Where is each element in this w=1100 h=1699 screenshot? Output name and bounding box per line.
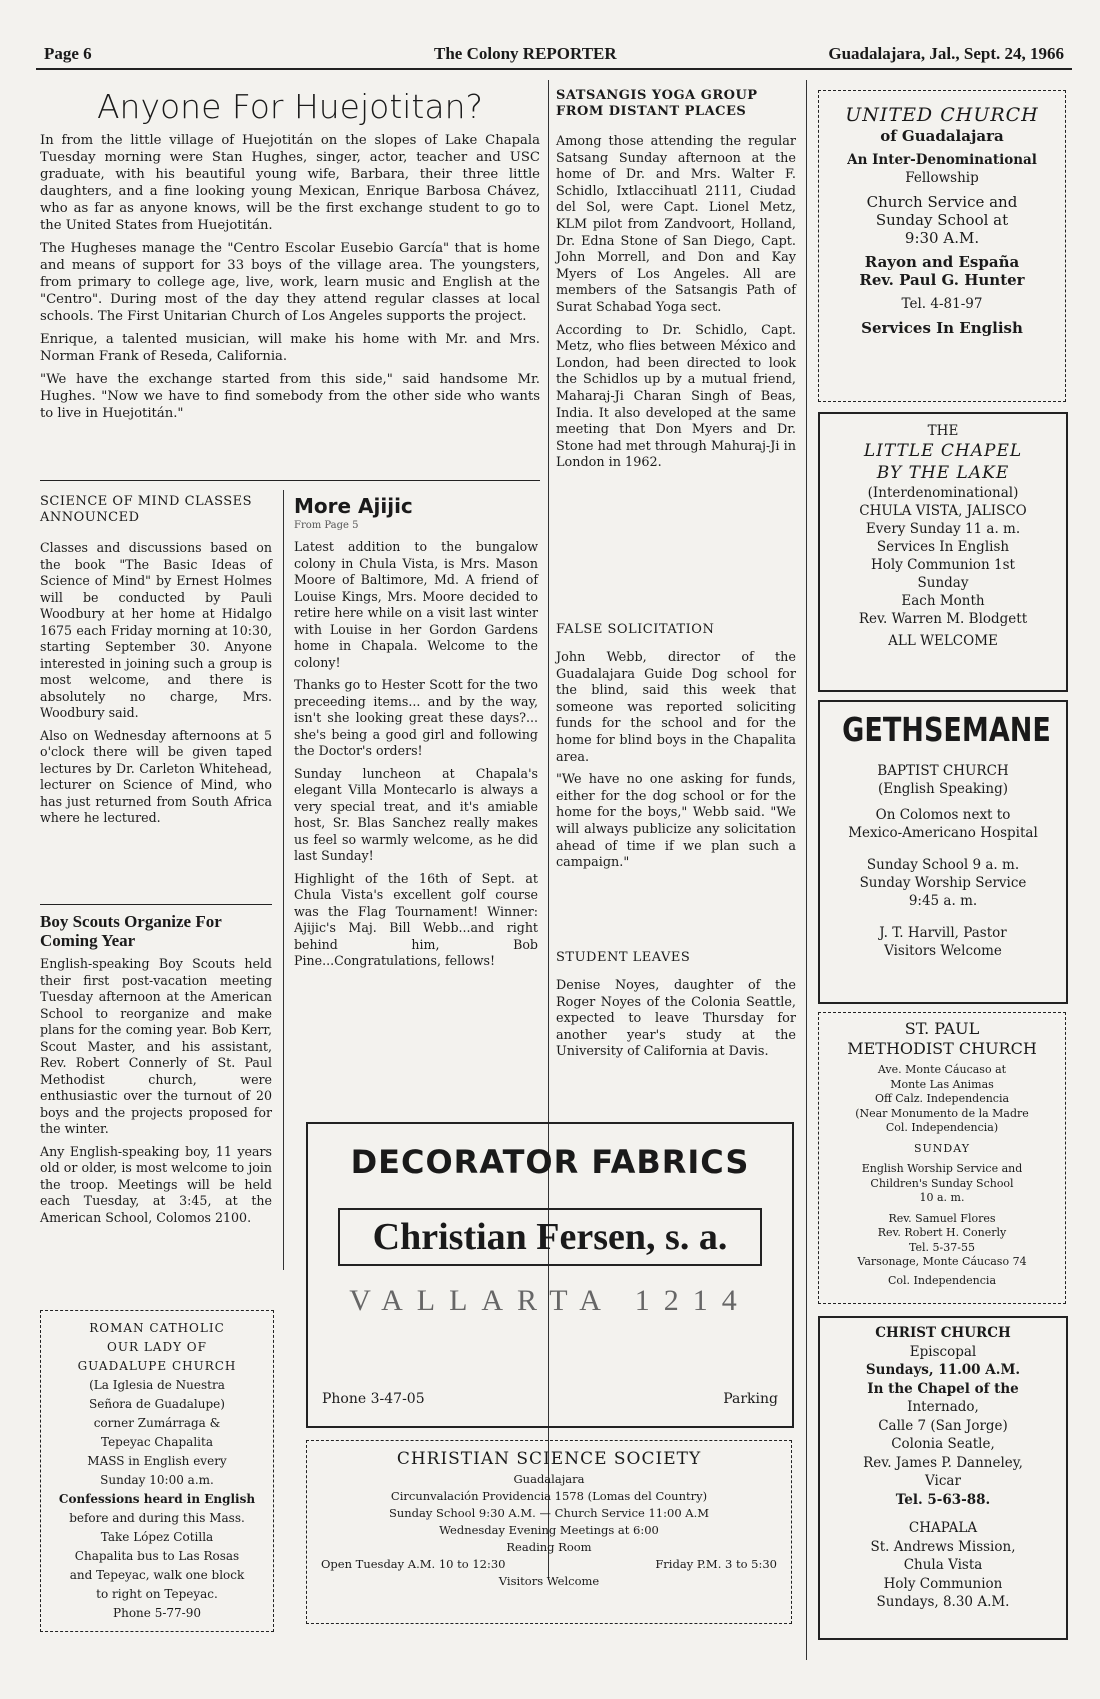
divider: [40, 480, 540, 481]
g-line: 9:45 a. m.: [908, 893, 978, 909]
roman-catholic-ad: [40, 1310, 274, 1632]
rc-line: Sunday 10:00 a.m.: [100, 1473, 214, 1487]
paragraph: "We have no one asking for funds, either for the dog school or for the home for the boys," Webb said. "We will always publicize any solicitation ahead of time if we plan such a campaign.": [556, 772, 796, 871]
paragraph: Thanks go to Hester Scott for the two preceeding items... and by the way, isn't she looking great these days?... she's being a good girl and following the Doctor's orders!: [294, 677, 538, 758]
g-line: Sunday School 9 a. m.: [866, 857, 1020, 873]
uc-line: Sunday School at: [875, 211, 1009, 229]
cc-line: Internado,: [907, 1399, 979, 1415]
rc-line: Chapalita bus to Las Rosas: [74, 1549, 240, 1563]
ad-address: VALLARTA 1214: [349, 1284, 751, 1317]
ad-phone: Phone 3-47-05: [322, 1391, 425, 1407]
rc-line: Confessions heard in English: [58, 1492, 256, 1506]
united-church-ad: [818, 90, 1066, 402]
lc-line: BY THE LAKE: [876, 463, 1010, 483]
paragraph: According to Dr. Schidlo, Capt. Metz, who flies between México and London, had been directed to look the Schidlos up by a mutual friend, Maharaj-Ji Charan Singh of Beas, India. It also developed at the same meeting that Don Myers and Dr. Stone had met through Mahuraj-Ji in London in 1962.: [556, 322, 796, 471]
headline-boy-scouts: Boy Scouts Organize For Coming Year: [40, 912, 222, 950]
paragraph: Sunday luncheon at Chapala's elegant Villa Montecarlo is always a very special treat, and it's amiable host, Sr. Blas Sanchez really makes us feel so warmly welcome, as he did last Sunday!: [294, 765, 538, 863]
paragraph: Any English-speaking boy, 11 years old or older, is most welcome to join the troop. Meetings will be held each Tuesday, at 3:45, at the American School, Colomos 2100.: [40, 1143, 272, 1225]
cc-line: CHAPALA: [908, 1520, 978, 1536]
sp-line: Monte Las Animas: [890, 1077, 994, 1091]
article-false-solicitation: [556, 622, 796, 878]
headline-student-leaves: STUDENT LEAVES: [556, 950, 691, 965]
rc-line: Take López Cotilla: [100, 1530, 214, 1544]
uc-line: Services In English: [861, 319, 1023, 337]
headline-more-ajijic: More Ajijic: [294, 494, 413, 518]
rc-line: GUADALUPE CHURCH: [77, 1359, 237, 1373]
paragraph: Among those attending the regular Satsang Sunday afternoon at the home of Dr. and Mrs. Walter F. Schidlo, Ixtlaccihuatl 2111, Ciudad del Sol, were Capt. Lionel Metz, KLM pilot from Zandvoort, Holland, Dr. Edna Stone of San Diego, Capt. John Morrell, and Don and Kay Myers of Los Angeles. All are members of the Satsangis Path of Surat Schabad Yoga sect.: [556, 134, 796, 315]
cc-line: St. Andrews Mission,: [870, 1538, 1016, 1555]
headline-false-solicitation: FALSE SOLICITATION: [556, 622, 715, 637]
cc-line: Holy Communion: [883, 1575, 1003, 1592]
g-line: Sunday Worship Service: [859, 875, 1027, 891]
lc-line: Every Sunday 11 a. m.: [865, 521, 1021, 537]
cs-line: Guadalajara: [513, 1472, 585, 1486]
rc-line: to right on Tepeyac.: [96, 1587, 218, 1601]
cs-hours: [307, 1556, 791, 1573]
sp-line: Off Calz. Independencia: [874, 1092, 1010, 1105]
rc-line: ROMAN CATHOLIC: [89, 1321, 225, 1335]
sp-line: Col. Independencia): [885, 1121, 999, 1134]
uc-line: Rayon and España: [864, 253, 1020, 271]
paragraph: "We have the exchange started from this side," said handsome Mr. Hughes. "Now we have to find somebody from the other side who wants to live in Huejotitán.": [40, 372, 540, 421]
ad-company: Christian Fersen, s. a.: [372, 1216, 728, 1258]
lc-line: CHULA VISTA, JALISCO: [859, 503, 1027, 519]
article-satsangis: [556, 88, 796, 478]
lc-line: LITTLE CHAPEL: [863, 441, 1023, 461]
cs-line: Reading Room: [506, 1540, 592, 1554]
sp-line: Rev. Samuel Flores: [888, 1211, 996, 1225]
cs-title: CHRISTIAN SCIENCE SOCIETY: [396, 1449, 702, 1469]
column-rule: [283, 490, 284, 1270]
lc-line: Rev. Warren M. Blodgett: [858, 611, 1028, 627]
paragraph: The Hugheses manage the "Centro Escolar Eusebio García" that is home and means of support for 33 boys of the village area. The youngsters, from primary to college age, live, work, learn music and English at the "Centro". During most of the day they attend regular classes at local schools. The First Unitarian Church of Los Angeles supports the project.: [40, 241, 540, 324]
article-student-leaves: [556, 950, 796, 1067]
decorator-fabrics-ad: [306, 1122, 794, 1428]
g-line: J. T. Harvill, Pastor: [879, 925, 1007, 941]
uc-line: 9:30 A.M.: [904, 229, 980, 247]
cc-line: Tel. 5-63-88.: [895, 1491, 991, 1508]
g-line: (English Speaking): [877, 781, 1009, 797]
headline-huejotitan: Anyone For Huejotitan?: [96, 87, 484, 126]
dateline: Guadalajara, Jal., Sept. 24, 1966: [828, 44, 1064, 63]
paragraph: John Webb, director of the Guadalajara Guide Dog school for the blind, said this week that someone was reported soliciting funds for the school and for the home for blind boys in the Chapalita area.: [556, 650, 796, 765]
cc-line: Vicar: [925, 1473, 961, 1489]
paragraph: In from the little village of Huejotitán on the slopes of Lake Chapala Tuesday morning were Stan Hughes, singer, actor, teacher and USC graduate, with his beautiful young wife, Barbara, their three little daughters, and a fine looking young Mexican, Enrique Barbosa Chávez, who as far as anyone knows, will be the first exchange student to go to the United States from Huejotitán.: [40, 133, 540, 233]
little-chapel-ad: [818, 412, 1068, 692]
paragraph: Also on Wednesday afternoons at 5 o'clock there will be given taped lectures by Dr. Carleton Whitehead, lecturer on Science of Mind, who has just returned from South Africa where he lectured.: [40, 727, 272, 825]
g-line: Visitors Welcome: [884, 943, 1002, 959]
uc-line: Church Service and: [866, 193, 1018, 211]
rc-line: (La Iglesia de Nuestra: [89, 1378, 225, 1392]
rc-line: MASS in English every: [87, 1454, 227, 1468]
christian-science-ad: [306, 1440, 792, 1624]
sp-line: METHODIST CHURCH: [847, 1039, 1037, 1058]
sp-line: English Worship Service and: [861, 1162, 1023, 1175]
cc-line: Sundays, 8.30 A.M.: [876, 1594, 1010, 1610]
rc-line: and Tepeyac, walk one block: [69, 1568, 245, 1582]
page-number: Page 6: [44, 44, 92, 63]
lc-line: ALL WELCOME: [888, 633, 998, 649]
sp-line: ST. PAUL: [904, 1019, 980, 1038]
paragraph: Denise Noyes, daughter of the Roger Noyes of the Colonia Seattle, expected to leave Thursday for another year's study at the University of California at Davis.: [556, 978, 796, 1060]
masthead: [44, 44, 1064, 66]
rc-line: before and during this Mass.: [69, 1511, 245, 1525]
ad-title: DECORATOR FABRICS: [350, 1143, 750, 1181]
paper-name: The Colony REPORTER: [434, 44, 617, 63]
sp-line: 10 a. m.: [919, 1191, 965, 1204]
article-boy-scouts: [40, 912, 272, 1232]
sp-line: (Near Monumento de la Madre: [855, 1106, 1029, 1120]
paragraph: English-speaking Boy Scouts held their first post-vacation meeting Tuesday afternoon at the American School to reorganize and make plans for the coming year. Bob Kerr, Scout Master, and his assistant, Rev. Robert Connerly of St. Paul Methodist church, were enthusiastic over the turnout of 20 boys and the projects proposed for the winter.: [40, 956, 272, 1136]
g-line: On Colomos next to: [875, 807, 1011, 823]
g-line: Mexico-Americano Hospital: [848, 825, 1038, 841]
uc-line: Rev. Paul G. Hunter: [859, 271, 1025, 289]
cc-line: Sundays, 11.00 A.M.: [865, 1362, 1021, 1378]
cs-line: Wednesday Evening Meetings at 6:00: [439, 1523, 659, 1537]
divider: [40, 904, 272, 905]
lc-line: THE: [927, 423, 959, 439]
cc-line: Episcopal: [909, 1343, 977, 1360]
jump-line: From Page 5: [294, 520, 359, 531]
rc-line: Señora de Guadalupe): [89, 1397, 225, 1411]
cc-line: In the Chapel of the: [867, 1380, 1019, 1397]
cc-line: CHRIST CHURCH: [875, 1325, 1011, 1341]
gethsemane-ad: [818, 700, 1068, 1004]
uc-line: Tel. 4-81-97: [901, 296, 983, 312]
headline-satsangis: SATSANGIS YOGA GROUP FROM DISTANT PLACES: [556, 88, 758, 119]
cs-line: Sunday School 9:30 A.M. — Church Service 11:00 A.M: [388, 1506, 710, 1520]
column-rule: [806, 80, 807, 1660]
rc-line: OUR LADY OF: [107, 1340, 207, 1354]
sp-line: Tel. 5-37-55: [909, 1240, 975, 1254]
rc-line: Phone 5-77-90: [113, 1606, 201, 1620]
rc-line: Tepeyac Chapalita: [101, 1435, 213, 1449]
article-science-of-mind: [40, 494, 272, 833]
christ-church-ad: [818, 1316, 1068, 1640]
masthead-rule: [36, 68, 1072, 70]
uc-line: of Guadalajara: [880, 127, 1004, 145]
paragraph: Enrique, a talented musician, will make his home with Mr. and Mrs. Norman Frank of Reseda, California.: [40, 332, 540, 364]
uc-line: Fellowship: [905, 170, 979, 186]
cc-line: Calle 7 (San Jorge): [878, 1417, 1008, 1434]
uc-line: UNITED CHURCH: [845, 104, 1039, 126]
lc-line: Services In English: [876, 539, 1010, 555]
lc-line: Sunday: [917, 575, 969, 591]
sp-line: Ave. Monte Cáucaso at: [877, 1063, 1007, 1076]
paragraph: Classes and discussions based on the book "The Basic Ideas of Science of Mind" by Ernest Holmes will be conducted by Pauli Woodbury at her home at Hidalgo 1675 each Friday morning at 10:30, starting September 30. Anyone interested in joining such a group is most welcome, and there is absolutely no charge, Mrs. Woodbury said.: [40, 540, 272, 720]
uc-line: An Inter-Denominational: [847, 152, 1037, 168]
paragraph: Latest addition to the bungalow colony in Chula Vista, is Mrs. Mason Moore of Baltimore, Md. A friend of Louise Kings, Mrs. Moore decided to retire here while on a visit last winter with Louise in her Gordon Gardens home in Chapala. Welcome to the colony!: [294, 539, 538, 670]
cs-visitors: Visitors Welcome: [498, 1574, 600, 1588]
article-huejotitan: [40, 86, 540, 428]
lc-line: Each Month: [901, 593, 985, 609]
cc-line: Rev. James P. Danneley,: [863, 1454, 1023, 1471]
cc-line: Chula Vista: [903, 1557, 983, 1573]
sp-line: Varsonage, Monte Cáucaso 74: [857, 1255, 1027, 1268]
lc-line: (Interdenominational): [867, 485, 1019, 501]
ad-company-box: [338, 1208, 762, 1266]
gethsemane-title: GETHSEMANE: [842, 710, 1051, 749]
paragraph: Highlight of the 16th of Sept. at Chula Vista's excellent golf course was the Flag Tournament! Winner: Ajijic's Maj. Bill Webb...and right behind him, Bob Pine...Congratulations, fellows!: [294, 870, 538, 968]
sp-line: Col. Independencia: [887, 1273, 997, 1287]
cs-open-left: Open Tuesday A.M. 10 to 12:30: [321, 1557, 506, 1571]
cs-line: Circunvalación Providencia 1578 (Lomas del Country): [390, 1489, 708, 1503]
lc-line: Holy Communion 1st: [871, 557, 1015, 573]
sp-line: Rev. Robert H. Conerly: [877, 1226, 1007, 1239]
g-line: BAPTIST CHURCH: [877, 763, 1009, 779]
sp-line: SUNDAY: [913, 1141, 970, 1155]
article-more-ajijic: [294, 494, 538, 976]
sp-line: Children's Sunday School: [870, 1176, 1014, 1190]
ad-parking: Parking: [723, 1391, 778, 1407]
cs-open-right: Friday P.M. 3 to 5:30: [655, 1557, 777, 1571]
headline-science-of-mind: SCIENCE OF MIND CLASSES ANNOUNCED: [40, 494, 253, 525]
cc-line: Colonia Seatle,: [891, 1436, 995, 1452]
st-paul-ad: [818, 1012, 1066, 1304]
rc-line: corner Zumárraga &: [93, 1416, 221, 1430]
